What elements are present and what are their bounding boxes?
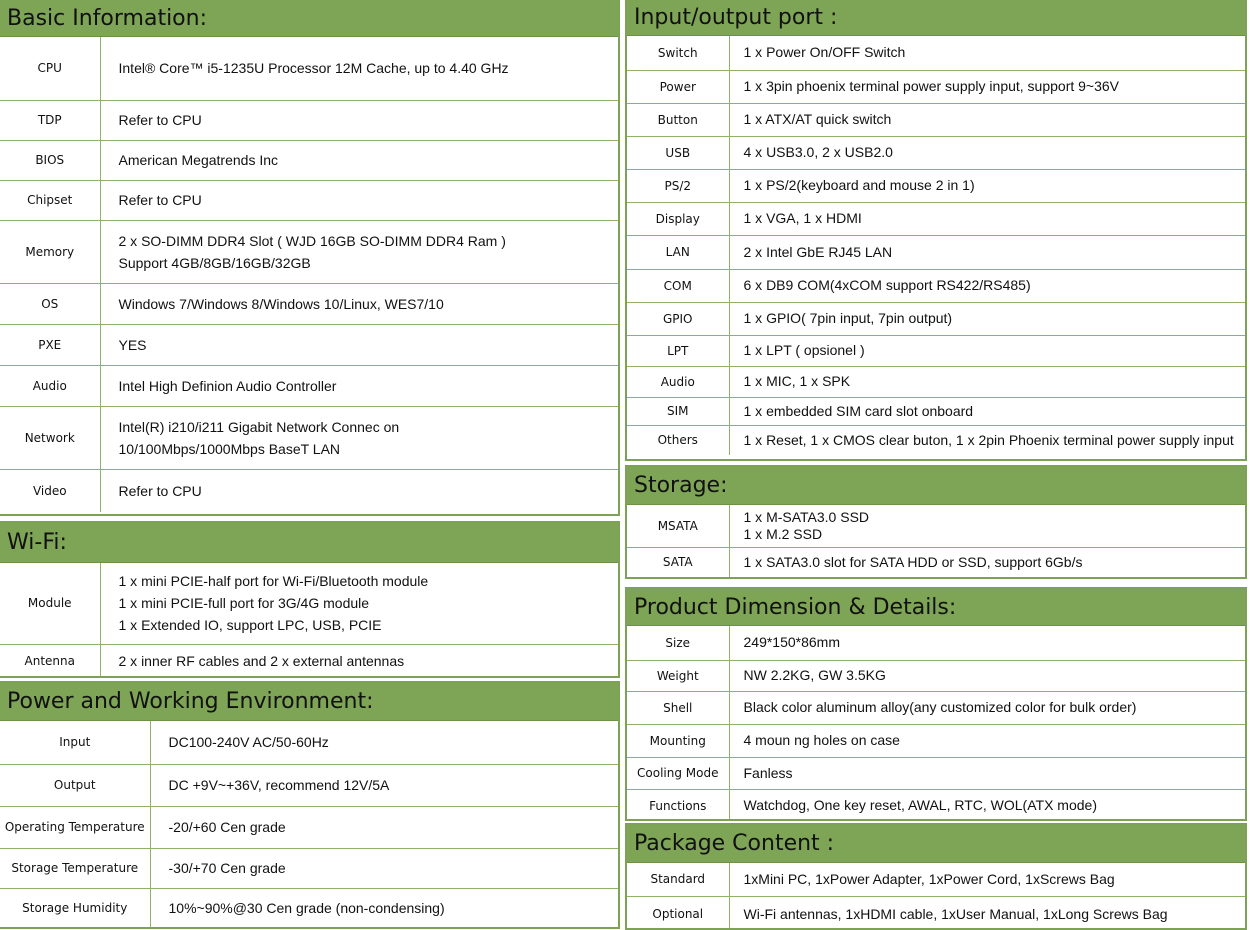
spec-value-line: Intel High Definion Audio Controller	[118, 377, 337, 394]
spec-row-button	[627, 103, 1245, 136]
spec-row-cpu	[0, 37, 618, 100]
spec-value-line: 2 x Intel GbE RJ45 LAN	[743, 243, 893, 260]
spec-row-switch	[627, 36, 1245, 70]
spec-value-line: Intel(R) i210/i211 Gigabit Network Connec on	[118, 418, 400, 435]
spec-value	[729, 202, 1245, 235]
spec-value-line: 4 moun ng holes on case	[743, 732, 900, 748]
product-dimension-section	[625, 587, 1247, 821]
spec-row-bios	[0, 140, 618, 180]
spec-row-video	[0, 469, 618, 512]
spec-value-line: 1 x VGA, 1 x HDMI	[743, 210, 862, 226]
spec-label: LAN	[627, 235, 729, 269]
spec-value	[729, 235, 1245, 269]
spec-value-line: 1 x M-SATA3.0 SSD	[743, 508, 870, 525]
input-output-port-section	[625, 0, 1247, 461]
spec-row-others	[627, 425, 1245, 455]
spec-row-audio	[0, 365, 618, 406]
spec-value-line: 1 x Reset, 1 x CMOS clear buton, 1 x 2pin Phoenix terminal power supply input	[743, 431, 1234, 448]
storage-section	[625, 465, 1247, 579]
spec-label: Audio	[0, 365, 100, 406]
spec-label: Standard	[627, 863, 729, 896]
spec-label: Weight	[627, 660, 729, 691]
spec-label: Button	[627, 103, 729, 136]
spec-value	[100, 37, 618, 100]
spec-value	[729, 896, 1245, 930]
spec-row-os	[0, 283, 618, 324]
spec-value-line: YES	[118, 336, 147, 353]
wifi-section	[0, 521, 620, 678]
spec-row-functions	[627, 789, 1245, 821]
spec-value-line: Fanless	[743, 764, 793, 781]
spec-label: SATA	[627, 547, 729, 577]
spec-value-line: -20/+60 Cen grade	[168, 819, 286, 835]
spec-row-sata	[627, 547, 1245, 577]
spec-value	[100, 365, 618, 406]
spec-label: PS/2	[627, 169, 729, 202]
spec-value	[150, 721, 618, 764]
spec-row-chipset	[0, 180, 618, 220]
spec-label: OS	[0, 283, 100, 324]
spec-value-line: 249*150*86mm	[743, 634, 841, 651]
spec-value	[100, 644, 618, 678]
spec-value-line: 4 x USB3.0, 2 x USB2.0	[743, 144, 893, 160]
spec-label: BIOS	[0, 140, 100, 180]
spec-value-line: 2 x inner RF cables and 2 x external antennas	[118, 653, 405, 670]
spec-row-power	[627, 70, 1245, 103]
spec-label: Display	[627, 202, 729, 235]
wifi-spec-table	[0, 563, 618, 678]
spec-label: Video	[0, 469, 100, 512]
spec-value	[100, 563, 618, 644]
spec-label: Input	[0, 721, 150, 764]
basic-section-title: Basic Information:	[0, 0, 618, 37]
spec-value-line: Refer to CPU	[118, 192, 202, 208]
spec-row-msata	[627, 505, 1245, 547]
spec-label: Chipset	[0, 180, 100, 220]
spec-value	[100, 406, 618, 469]
spec-row-storage-humidity	[0, 888, 618, 928]
spec-label: Size	[627, 626, 729, 660]
spec-value-line: 1 x PS/2(keyboard and mouse 2 in 1)	[743, 177, 975, 193]
spec-row-audio	[627, 366, 1245, 397]
package-spec-table	[627, 863, 1245, 930]
package-content-section	[625, 823, 1247, 930]
spec-label: Power	[627, 70, 729, 103]
spec-value	[150, 806, 618, 848]
spec-label: Audio	[627, 366, 729, 397]
spec-value	[100, 220, 618, 283]
spec-value-line: Support 4GB/8GB/16GB/32GB	[118, 254, 311, 271]
spec-value	[150, 888, 618, 928]
spec-row-input	[0, 721, 618, 764]
spec-label: Shell	[627, 691, 729, 724]
spec-value	[100, 469, 618, 512]
spec-value	[729, 366, 1245, 397]
spec-value	[729, 547, 1245, 577]
spec-label: Memory	[0, 220, 100, 283]
spec-label: Switch	[627, 36, 729, 70]
spec-label: Mounting	[627, 724, 729, 757]
spec-row-size	[627, 626, 1245, 660]
spec-value-line: 1 x MIC, 1 x SPK	[743, 373, 851, 389]
spec-row-lpt	[627, 335, 1245, 366]
spec-label: Storage Temperature	[0, 848, 150, 888]
spec-value-line: 2 x SO-DIMM DDR4 Slot ( WJD 16GB SO-DIMM DDR4 Ram )	[118, 232, 506, 249]
spec-value-line: 6 x DB9 COM(4xCOM support RS422/RS485)	[743, 277, 1031, 293]
spec-row-operating-temperature	[0, 806, 618, 848]
spec-value-line: 1 x Power On/OFF Switch	[743, 44, 906, 61]
spec-label: PXE	[0, 324, 100, 365]
spec-row-network	[0, 406, 618, 469]
io-section-title: Input/output port :	[627, 0, 1245, 36]
spec-label: Network	[0, 406, 100, 469]
dimension-section-title: Product Dimension & Details:	[627, 589, 1245, 626]
spec-value	[729, 757, 1245, 789]
spec-value	[729, 724, 1245, 757]
spec-row-com	[627, 269, 1245, 302]
spec-row-lan	[627, 235, 1245, 269]
spec-value-line: 1xMini PC, 1xPower Adapter, 1xPower Cord, 1xScrews Bag	[743, 870, 1115, 887]
spec-label: Antenna	[0, 644, 100, 678]
spec-value	[729, 335, 1245, 366]
spec-value	[100, 180, 618, 220]
spec-value-line: Refer to CPU	[118, 482, 202, 499]
spec-value	[729, 626, 1245, 660]
spec-value	[729, 169, 1245, 202]
spec-label: Cooling Mode	[627, 757, 729, 789]
spec-row-memory	[0, 220, 618, 283]
spec-value	[729, 302, 1245, 335]
spec-label: USB	[627, 136, 729, 169]
spec-value-line: 10/100Mbps/1000Mbps BaseT LAN	[118, 440, 341, 457]
spec-value-line: 1 x M.2 SSD	[743, 525, 823, 542]
spec-row-shell	[627, 691, 1245, 724]
spec-value	[729, 103, 1245, 136]
spec-value	[729, 789, 1245, 821]
wifi-section-title: Wi-Fi:	[0, 523, 618, 563]
spec-label: Operating Temperature	[0, 806, 150, 848]
spec-row-ps-2	[627, 169, 1245, 202]
spec-label: CPU	[0, 37, 100, 100]
spec-row-gpio	[627, 302, 1245, 335]
spec-value-line: Intel® Core™ i5-1235U Processor 12M Cache, up to 4.40 GHz	[118, 60, 509, 77]
spec-value	[729, 36, 1245, 70]
spec-label: Others	[627, 425, 729, 455]
package-section-title: Package Content :	[627, 825, 1245, 863]
spec-value	[150, 848, 618, 888]
spec-value	[100, 283, 618, 324]
power-section	[0, 681, 620, 929]
spec-row-module	[0, 563, 618, 644]
spec-value-line: 1 x 3pin phoenix terminal power supply input, support 9~36V	[743, 78, 1120, 94]
spec-row-display	[627, 202, 1245, 235]
spec-value-line: Refer to CPU	[118, 112, 202, 128]
spec-value-line: DC100-240V AC/50-60Hz	[168, 734, 329, 751]
spec-value	[100, 324, 618, 365]
spec-label: Functions	[627, 789, 729, 821]
spec-row-optional	[627, 896, 1245, 930]
spec-value	[100, 140, 618, 180]
spec-row-cooling-mode	[627, 757, 1245, 789]
power-section-title: Power and Working Environment:	[0, 683, 618, 721]
spec-value	[729, 660, 1245, 691]
spec-label: MSATA	[627, 505, 729, 547]
spec-row-storage-temperature	[0, 848, 618, 888]
spec-value-line: NW 2.2KG, GW 3.5KG	[743, 667, 886, 683]
spec-value	[729, 70, 1245, 103]
spec-value	[150, 764, 618, 806]
spec-row-mounting	[627, 724, 1245, 757]
spec-label: COM	[627, 269, 729, 302]
storage-section-title: Storage:	[627, 467, 1245, 505]
spec-row-pxe	[0, 324, 618, 365]
spec-value	[729, 863, 1245, 896]
spec-label: LPT	[627, 335, 729, 366]
spec-value	[729, 136, 1245, 169]
spec-value-line: 1 x SATA3.0 slot for SATA HDD or SSD, support 6Gb/s	[743, 553, 1083, 570]
spec-value-line: 1 x Extended IO, support LPC, USB, PCIE	[118, 617, 382, 634]
spec-value	[729, 397, 1245, 425]
basic-spec-table	[0, 37, 618, 512]
spec-row-antenna	[0, 644, 618, 678]
spec-row-sim	[627, 397, 1245, 425]
spec-label: Module	[0, 563, 100, 644]
spec-value-line: DC +9V~+36V, recommend 12V/5A	[168, 777, 390, 793]
spec-value-line: 1 x mini PCIE-half port for Wi-Fi/Bluetooth module	[118, 573, 429, 590]
spec-value	[729, 425, 1245, 455]
power-spec-table	[0, 721, 618, 928]
spec-value-line: Watchdog, One key reset, AWAL, RTC, WOL(ATX mode)	[743, 797, 1097, 814]
spec-value-line: Black color aluminum alloy(any customized color for bulk order)	[743, 699, 1137, 715]
spec-value	[100, 100, 618, 140]
spec-value-line: 1 x embedded SIM card slot onboard	[743, 402, 974, 419]
spec-value-line: 1 x ATX/AT quick switch	[743, 111, 892, 127]
spec-row-standard	[627, 863, 1245, 896]
spec-label: Storage Humidity	[0, 888, 150, 928]
spec-value-line: 10%~90%@30 Cen grade (non-condensing)	[168, 900, 445, 917]
io-spec-table	[627, 36, 1245, 455]
spec-value-line: Wi-Fi antennas, 1xHDMI cable, 1xUser Manual, 1xLong Screws Bag	[743, 905, 1168, 922]
spec-label: Optional	[627, 896, 729, 930]
spec-value-line: 1 x mini PCIE-full port for 3G/4G module	[118, 595, 370, 612]
spec-label: Output	[0, 764, 150, 806]
spec-value-line: American Megatrends Inc	[118, 152, 279, 168]
spec-row-usb	[627, 136, 1245, 169]
storage-spec-table	[627, 505, 1245, 577]
spec-label: GPIO	[627, 302, 729, 335]
spec-value	[729, 691, 1245, 724]
basic-information-section	[0, 0, 620, 516]
spec-value-line: 1 x LPT ( opsionel )	[743, 342, 865, 358]
spec-value-line: Windows 7/Windows 8/Windows 10/Linux, WES7/10	[118, 295, 444, 312]
spec-label: SIM	[627, 397, 729, 425]
spec-value-line: 1 x GPIO( 7pin input, 7pin output)	[743, 310, 953, 326]
spec-row-weight	[627, 660, 1245, 691]
spec-row-output	[0, 764, 618, 806]
dimension-spec-table	[627, 626, 1245, 821]
spec-label: TDP	[0, 100, 100, 140]
spec-row-tdp	[0, 100, 618, 140]
spec-value	[729, 269, 1245, 302]
spec-value-line: -30/+70 Cen grade	[168, 860, 286, 876]
spec-value	[729, 505, 1245, 547]
